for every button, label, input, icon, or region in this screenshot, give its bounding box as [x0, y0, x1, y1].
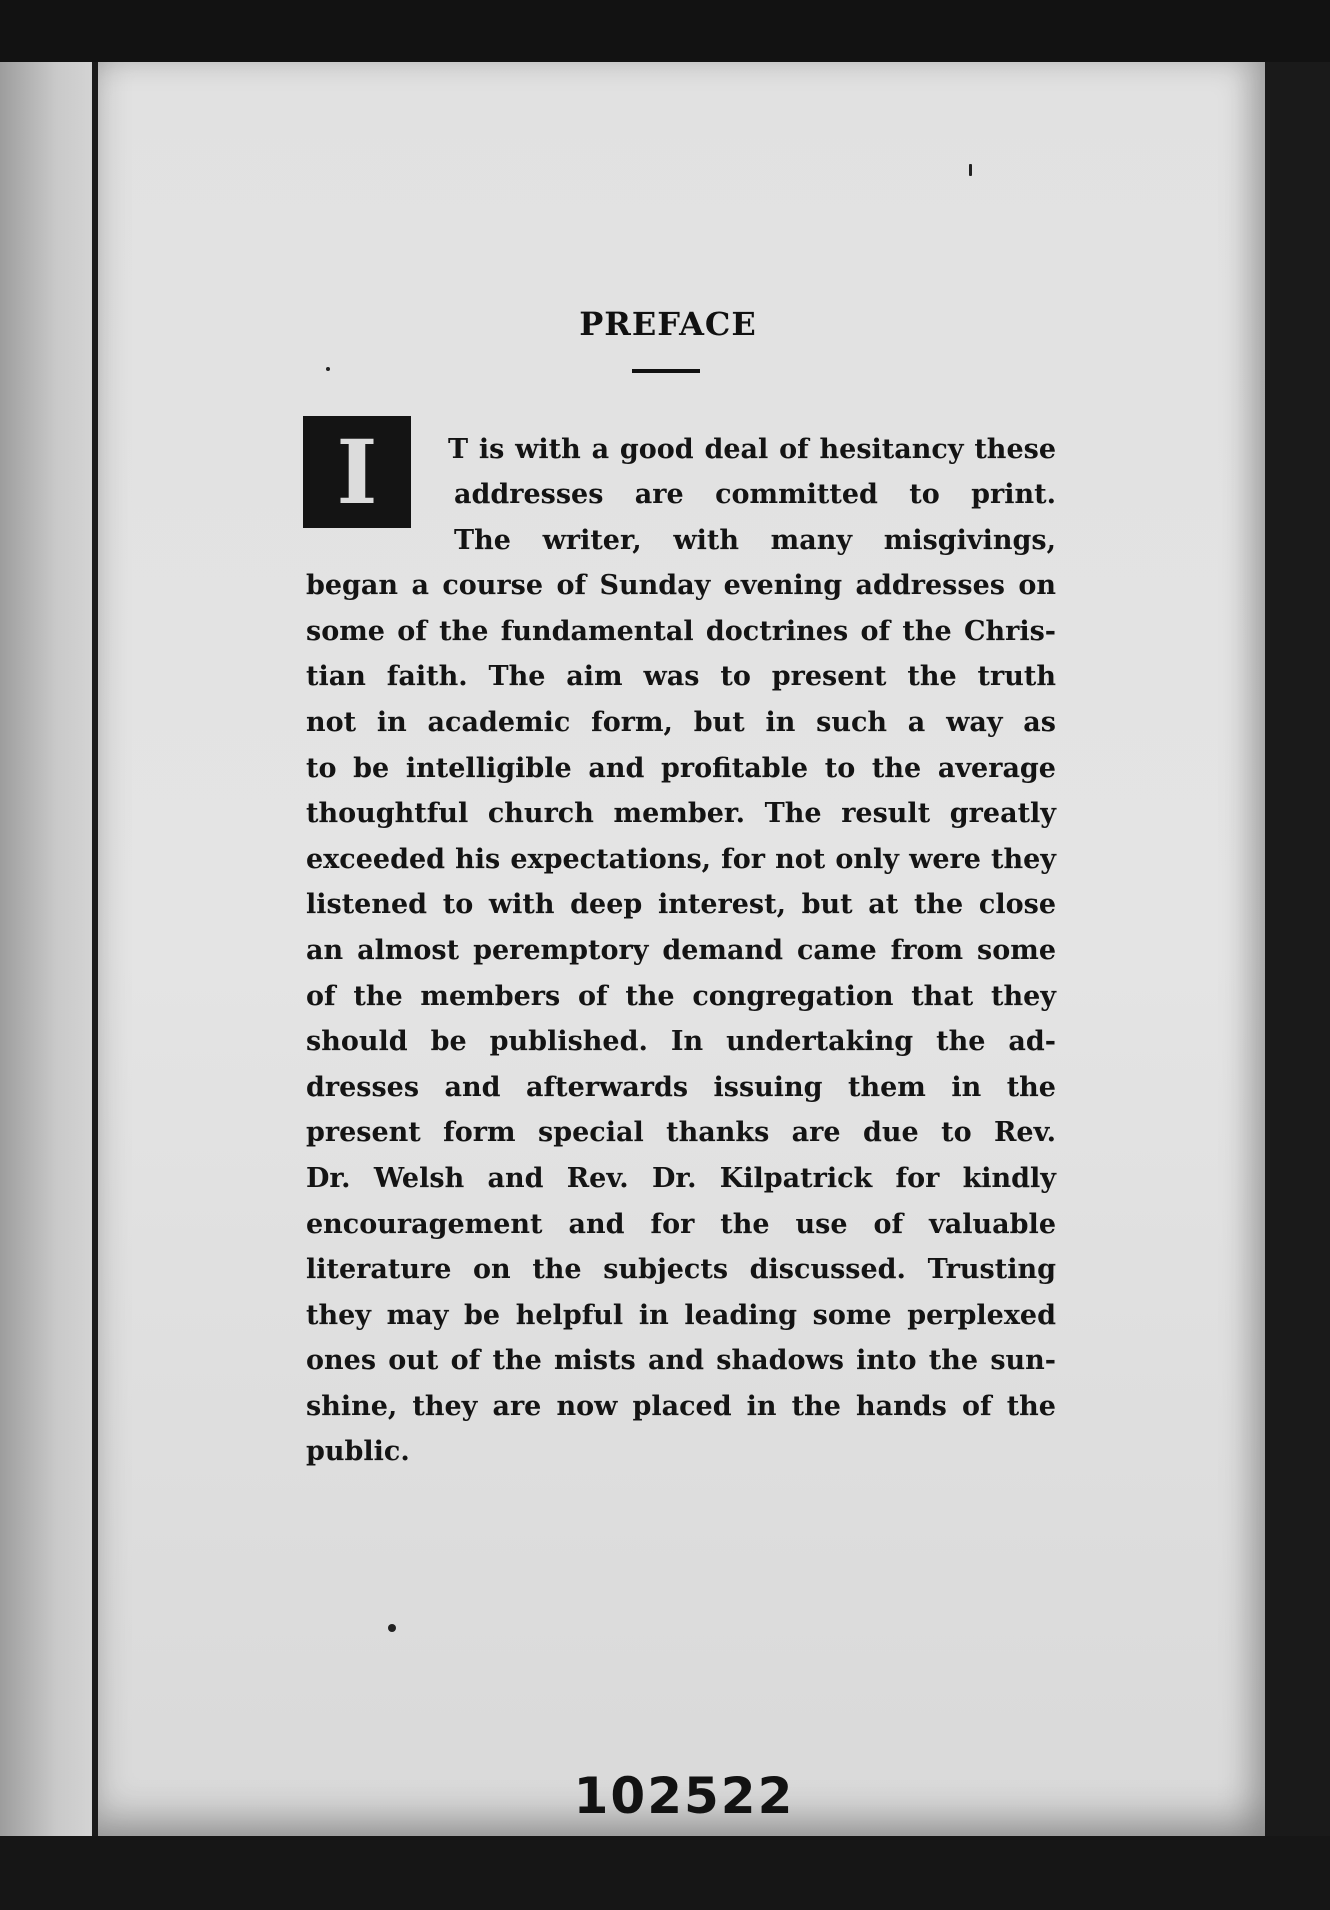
- preface-page: [98, 62, 1265, 1836]
- text-line: addresses are committed to print.: [454, 479, 1056, 510]
- text-line: T is with a good deal of hesitancy these: [448, 434, 1056, 465]
- preface-body: [306, 434, 1056, 1475]
- text-line: The writer, with many misgivings,: [454, 524, 1056, 556]
- text-line: began a course of Sunday evening addresses on: [306, 570, 1056, 602]
- text-line: ones out of the mists and shadows into the sun-: [306, 1345, 1056, 1377]
- ink-speck: [326, 367, 330, 371]
- text-line: shine, they are now placed in the hands of the: [306, 1390, 1056, 1422]
- page-title: PREFACE: [579, 305, 757, 343]
- ink-speck: [969, 164, 972, 176]
- title-rule: [632, 369, 700, 373]
- ink-speck: [388, 1624, 396, 1632]
- facing-page-edge: [0, 62, 94, 1836]
- text-line: they may be helpful in leading some perplexed: [306, 1299, 1056, 1331]
- text-line: dresses and afterwards issuing them in the: [306, 1071, 1056, 1103]
- text-line: present form special thanks are due to Rev.: [306, 1117, 1056, 1149]
- text-line: some of the fundamental doctrines of the Chris-: [306, 615, 1056, 647]
- text-line: of the members of the congregation that they: [306, 980, 1056, 1012]
- text-line: not in academic form, but in such a way as: [306, 706, 1056, 738]
- text-line: thoughtful church member. The result greatly: [306, 798, 1056, 830]
- scan-border-right: [1265, 62, 1330, 1836]
- drop-cap-letter: I: [336, 420, 378, 524]
- scan-border-bottom: [0, 1836, 1330, 1910]
- accession-number-stamp: 102522: [573, 1767, 795, 1825]
- text-line: Dr. Welsh and Rev. Dr. Kilpatrick for kindly: [306, 1162, 1056, 1194]
- text-line: listened to with deep interest, but at the close: [306, 889, 1056, 921]
- text-line: to be intelligible and profitable to the average: [306, 752, 1056, 784]
- text-line: encouragement and for the use of valuable: [306, 1208, 1056, 1240]
- text-line: should be published. In undertaking the ad-: [306, 1026, 1056, 1058]
- text-line: literature on the subjects discussed. Trusting: [306, 1254, 1056, 1286]
- text-line: an almost peremptory demand came from some: [306, 934, 1056, 966]
- text-line: public.: [306, 1436, 410, 1468]
- text-line: tian faith. The aim was to present the truth: [306, 661, 1056, 693]
- text-line: exceeded his expectations, for not only were they: [306, 843, 1056, 875]
- scan-border-top: [0, 0, 1330, 62]
